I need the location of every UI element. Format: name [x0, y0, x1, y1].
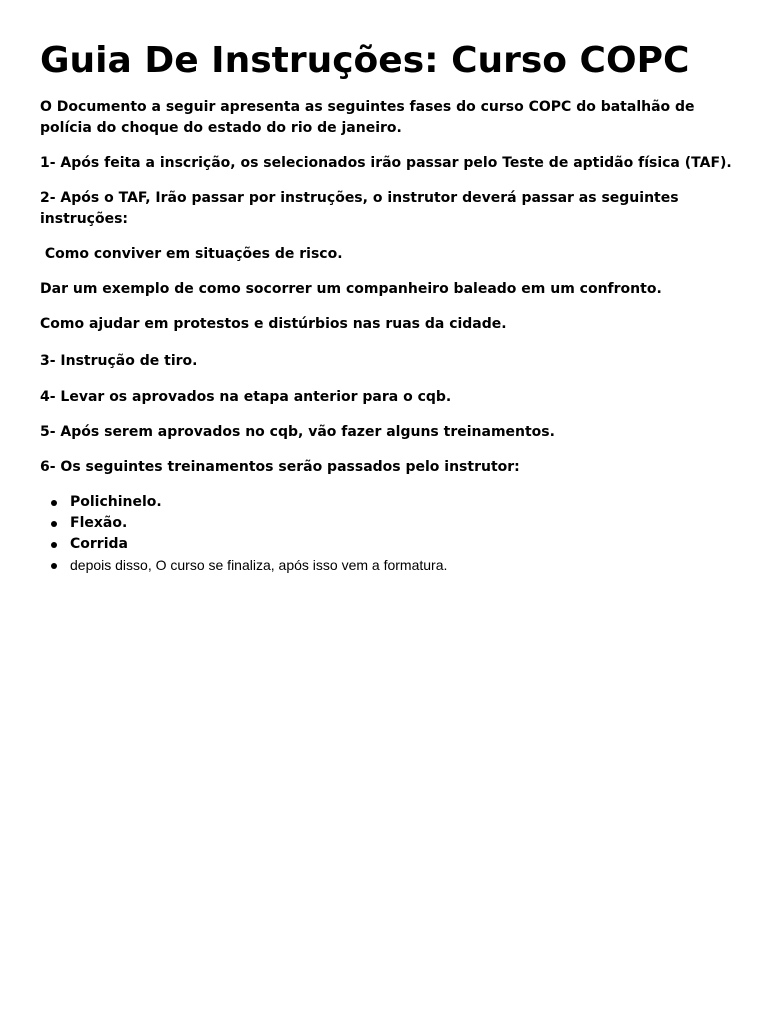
- list-item: [40, 534, 740, 555]
- document-title: Guia De Instruções: Curso COPC: [40, 40, 690, 81]
- paragraph-instruction-rescue: Dar um exemplo de como socorrer um companheiro baleado em um confronto.: [40, 281, 662, 297]
- list-item-text: Polichinelo.: [70, 494, 162, 510]
- list-item-text: Corrida: [70, 536, 128, 552]
- paragraph-step-5: 5- Após serem aprovados no cqb, vão fazer alguns treinamentos.: [40, 424, 555, 440]
- list-item: [40, 555, 740, 577]
- paragraph-step-4: 4- Levar os aprovados na etapa anterior para o cqb.: [40, 389, 452, 405]
- list-item: [40, 513, 740, 534]
- paragraph-instruction-risk: Como conviver em situações de risco.: [40, 246, 343, 262]
- paragraph-intro: O Documento a seguir apresenta as seguintes fases do curso COPC do batalhão de polícia do choque do estado do rio de janeiro.: [40, 99, 695, 136]
- list-item-text: depois disso, O curso se finaliza, após isso vem a formatura.: [70, 557, 448, 573]
- bullet-icon: [51, 521, 57, 527]
- paragraph-step-6: 6- Os seguintes treinamentos serão passados pelo instrutor:: [40, 459, 520, 475]
- bullet-icon: [51, 542, 57, 548]
- paragraph-instruction-protests: Como ajudar em protestos e distúrbios nas ruas da cidade.: [40, 316, 507, 332]
- paragraph-step-2: 2- Após o TAF, Irão passar por instruções, o instrutor deverá passar as seguintes instruções:: [40, 190, 679, 227]
- list-item-text: Flexão.: [70, 515, 128, 531]
- training-list: [40, 492, 740, 577]
- document-page: [40, 0, 740, 577]
- paragraph-step-3: 3- Instrução de tiro.: [40, 353, 198, 369]
- bullet-icon: [51, 500, 57, 506]
- list-item: [40, 492, 740, 513]
- paragraph-step-1: 1- Após feita a inscrição, os selecionados irão passar pelo Teste de aptidão física (TAF).: [40, 155, 732, 171]
- bullet-icon: [51, 563, 57, 569]
